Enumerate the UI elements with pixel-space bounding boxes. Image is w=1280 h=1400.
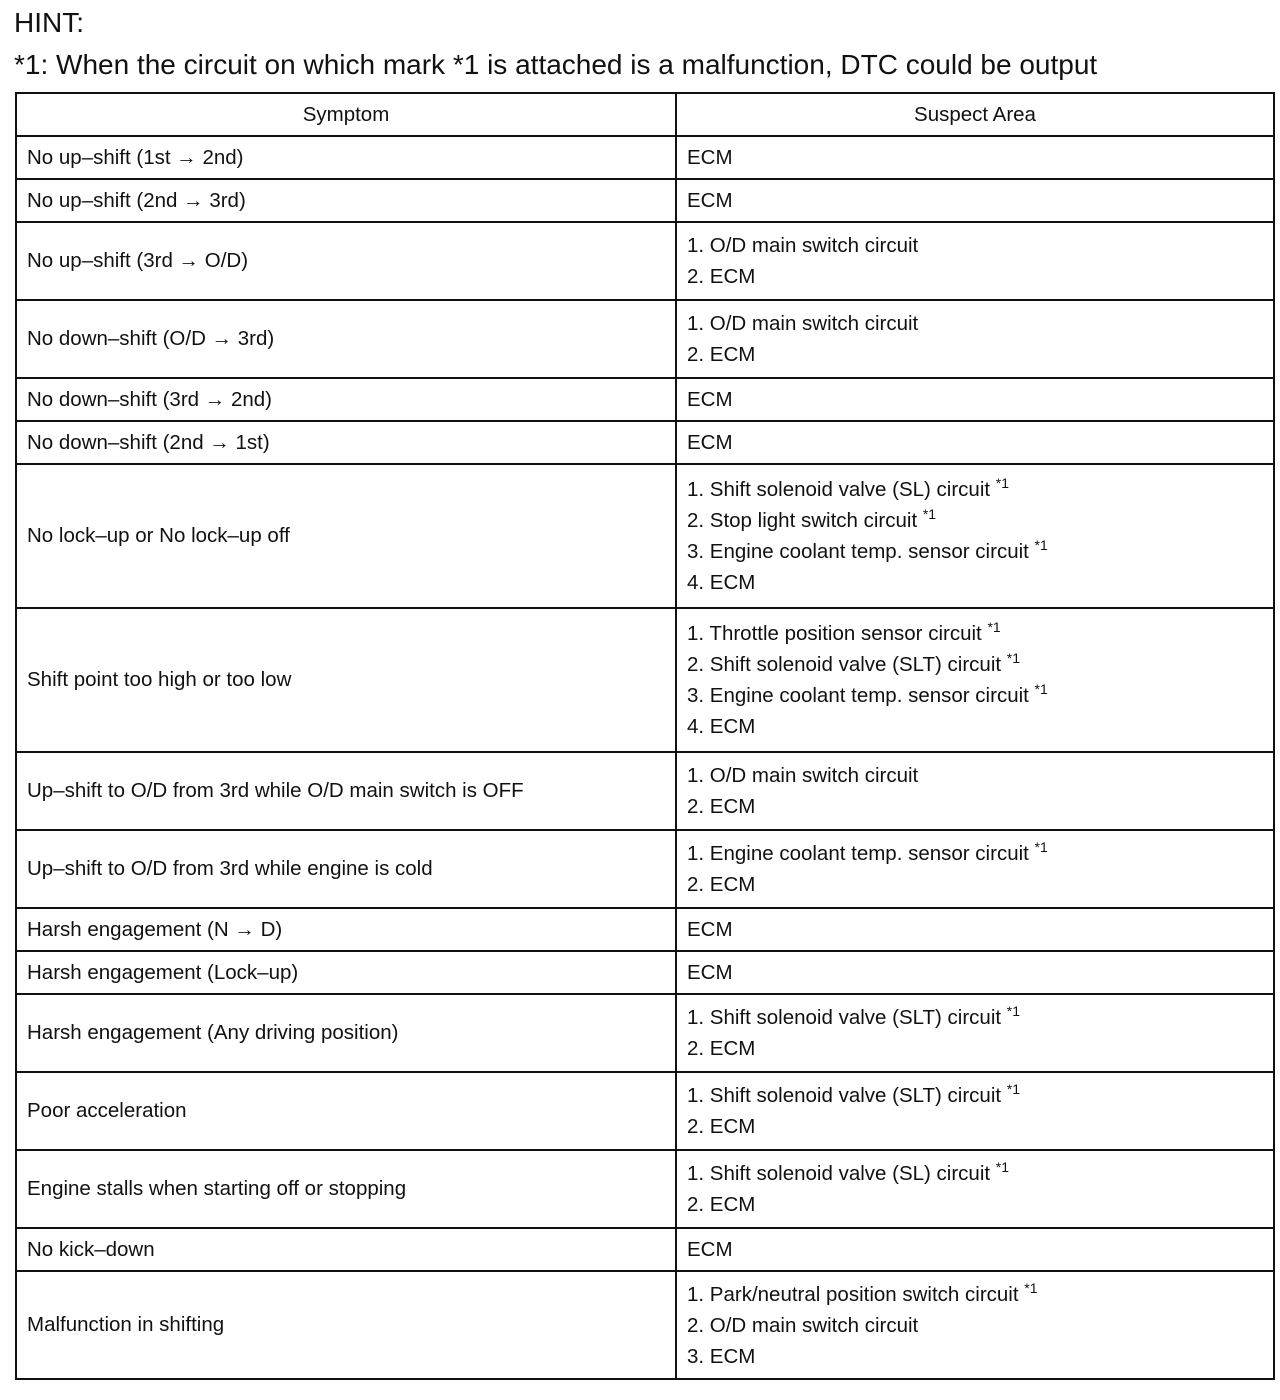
suspect-area-item-text: 2. ECM <box>687 795 756 818</box>
suspect-area-item <box>687 567 1263 598</box>
symptom-cell: Malfunction in shifting <box>16 1271 676 1379</box>
dtc-mark: *1 <box>1034 681 1048 697</box>
symptom-cell: No down–shift (O/D → 3rd) <box>16 300 676 378</box>
header-symptom: Symptom <box>16 93 676 136</box>
table-row <box>16 1228 1274 1271</box>
table-row <box>16 994 1274 1072</box>
suspect-area-item-text: 2. Shift solenoid valve (SLT) circuit <box>687 653 1007 676</box>
suspect-area-item-text: ECM <box>687 918 733 941</box>
suspect-area-cell <box>676 1271 1274 1379</box>
symptom-cell: Harsh engagement (Any driving position) <box>16 994 676 1072</box>
table-row <box>16 222 1274 300</box>
header-suspect-area: Suspect Area <box>676 93 1274 136</box>
symptom-cell: No down–shift (3rd → 2nd) <box>16 378 676 421</box>
suspect-area-item <box>687 505 1263 536</box>
suspect-area-cell <box>676 179 1274 222</box>
table-row <box>16 908 1274 951</box>
symptom-cell: Harsh engagement (N → D) <box>16 908 676 951</box>
suspect-area-cell <box>676 464 1274 608</box>
suspect-area-item-text: ECM <box>687 1238 733 1261</box>
suspect-area-item-text: 1. Park/neutral position switch circuit <box>687 1282 1025 1306</box>
suspect-area-item <box>687 680 1263 711</box>
suspect-area-item-text: 2. ECM <box>687 1037 756 1060</box>
dtc-mark: *1 <box>995 1159 1010 1175</box>
suspect-area-item-text: 3. Engine coolant temp. sensor circuit <box>687 540 1035 563</box>
hint-block <box>14 2 1274 86</box>
dtc-mark: *1 <box>1006 650 1021 666</box>
symptom-cell: Engine stalls when starting off or stopping <box>16 1150 676 1228</box>
suspect-area-item <box>687 1111 1263 1142</box>
suspect-area-item <box>687 308 1263 339</box>
suspect-area-item-text: 1. Engine coolant temp. sensor circuit <box>687 842 1035 865</box>
suspect-area-item <box>687 869 1263 900</box>
suspect-area-cell <box>676 994 1274 1072</box>
dtc-mark: *1 <box>1006 1003 1021 1019</box>
table-row <box>16 608 1274 752</box>
suspect-area-cell <box>676 136 1274 179</box>
symptom-table <box>15 92 1275 1380</box>
suspect-area-item-text: 2. ECM <box>687 265 756 288</box>
symptom-cell: No kick–down <box>16 1228 676 1271</box>
suspect-area-item <box>687 957 1263 988</box>
suspect-area-item <box>687 474 1263 505</box>
suspect-area-item-text: 1. Shift solenoid valve (SL) circuit <box>687 1162 996 1185</box>
suspect-area-item <box>687 230 1263 261</box>
suspect-area-item <box>687 791 1263 822</box>
table-row <box>16 951 1274 994</box>
suspect-area-item <box>687 185 1263 216</box>
suspect-area-cell <box>676 378 1274 421</box>
suspect-area-cell <box>676 608 1274 752</box>
symptom-cell: No up–shift (3rd → O/D) <box>16 222 676 300</box>
dtc-mark: *1 <box>995 475 1010 491</box>
suspect-area-item <box>687 1189 1263 1220</box>
table-body <box>16 136 1274 1379</box>
suspect-area-item <box>687 1279 1263 1310</box>
suspect-area-cell <box>676 300 1274 378</box>
suspect-area-item <box>687 1080 1263 1111</box>
symptom-cell: No up–shift (1st → 2nd) <box>16 136 676 179</box>
suspect-area-cell <box>676 1072 1274 1150</box>
suspect-area-item-text: 1. Shift solenoid valve (SLT) circuit <box>687 1006 1007 1029</box>
hint-title: HINT: <box>14 7 84 38</box>
symptom-cell: Harsh engagement (Lock–up) <box>16 951 676 994</box>
table-row <box>16 1072 1274 1150</box>
suspect-area-cell <box>676 908 1274 951</box>
suspect-area-item <box>687 427 1263 458</box>
suspect-area-cell <box>676 421 1274 464</box>
symptom-cell: Poor acceleration <box>16 1072 676 1150</box>
suspect-area-item-text: 3. ECM <box>687 1344 756 1368</box>
suspect-area-cell <box>676 1228 1274 1271</box>
table-header-row <box>16 93 1274 136</box>
suspect-area-item <box>687 914 1263 945</box>
suspect-area-item-text: 2. O/D main switch circuit <box>687 1313 919 1337</box>
table-row <box>16 300 1274 378</box>
suspect-area-cell <box>676 1150 1274 1228</box>
suspect-area-item <box>687 1341 1263 1372</box>
suspect-area-item <box>687 1158 1263 1189</box>
dtc-mark: *1 <box>1034 839 1048 855</box>
suspect-area-item-text: 2. ECM <box>687 873 756 896</box>
suspect-area-item <box>687 711 1263 742</box>
table-row <box>16 1150 1274 1228</box>
dtc-mark: *1 <box>987 619 1001 635</box>
suspect-area-item-text: ECM <box>687 146 733 169</box>
symptom-cell: Up–shift to O/D from 3rd while engine is cold <box>16 830 676 908</box>
suspect-area-item-text: ECM <box>687 961 733 984</box>
suspect-area-item <box>687 649 1263 680</box>
symptom-cell: No down–shift (2nd → 1st) <box>16 421 676 464</box>
symptom-cell: Up–shift to O/D from 3rd while O/D main switch is OFF <box>16 752 676 830</box>
table-row <box>16 752 1274 830</box>
suspect-area-item-text: 2. ECM <box>687 343 756 366</box>
symptom-cell: Shift point too high or too low <box>16 608 676 752</box>
suspect-area-item-text: 1. Shift solenoid valve (SL) circuit <box>687 478 996 501</box>
suspect-area-cell <box>676 951 1274 994</box>
suspect-area-item <box>687 838 1263 869</box>
dtc-mark: *1 <box>1006 1081 1021 1097</box>
suspect-area-item <box>687 384 1263 415</box>
suspect-area-item-text: ECM <box>687 431 733 454</box>
suspect-area-item-text: 3. Engine coolant temp. sensor circuit <box>687 684 1035 707</box>
dtc-mark: *1 <box>922 506 937 522</box>
hint-note: *1: When the circuit on which mark *1 is attached is a malfunction, DTC could be output <box>14 49 1098 80</box>
suspect-area-item-text: 1. O/D main switch circuit <box>687 312 919 335</box>
table-row <box>16 1271 1274 1379</box>
suspect-area-item-text: 4. ECM <box>687 715 756 738</box>
suspect-area-item <box>687 1002 1263 1033</box>
suspect-area-item <box>687 339 1263 370</box>
suspect-area-item-text: 1. O/D main switch circuit <box>687 764 919 787</box>
suspect-area-item-text: 1. O/D main switch circuit <box>687 234 919 257</box>
symptom-cell: No lock–up or No lock–up off <box>16 464 676 608</box>
suspect-area-item-text: 4. ECM <box>687 571 756 594</box>
table-row <box>16 421 1274 464</box>
suspect-area-cell <box>676 222 1274 300</box>
suspect-area-item <box>687 1033 1263 1064</box>
suspect-area-item <box>687 760 1263 791</box>
suspect-area-item-text: 2. Stop light switch circuit <box>687 509 923 532</box>
table-row <box>16 464 1274 608</box>
dtc-mark: *1 <box>1034 537 1048 553</box>
suspect-area-item <box>687 1234 1263 1265</box>
suspect-area-item-text: 2. ECM <box>687 1193 756 1216</box>
suspect-area-item <box>687 142 1263 173</box>
suspect-area-item-text: ECM <box>687 388 733 411</box>
dtc-mark: *1 <box>1024 1279 1038 1296</box>
table-row <box>16 830 1274 908</box>
suspect-area-item <box>687 618 1263 649</box>
suspect-area-item <box>687 1310 1263 1341</box>
suspect-area-item-text: 2. ECM <box>687 1115 756 1138</box>
suspect-area-item-text: 1. Throttle position sensor circuit <box>687 622 988 645</box>
suspect-area-item-text: 1. Shift solenoid valve (SLT) circuit <box>687 1084 1007 1107</box>
suspect-area-item-text: ECM <box>687 189 733 212</box>
suspect-area-cell <box>676 752 1274 830</box>
suspect-area-item <box>687 261 1263 292</box>
symptom-cell: No up–shift (2nd → 3rd) <box>16 179 676 222</box>
table-row <box>16 179 1274 222</box>
table-row <box>16 378 1274 421</box>
suspect-area-item <box>687 536 1263 567</box>
suspect-area-cell <box>676 830 1274 908</box>
table-row <box>16 136 1274 179</box>
